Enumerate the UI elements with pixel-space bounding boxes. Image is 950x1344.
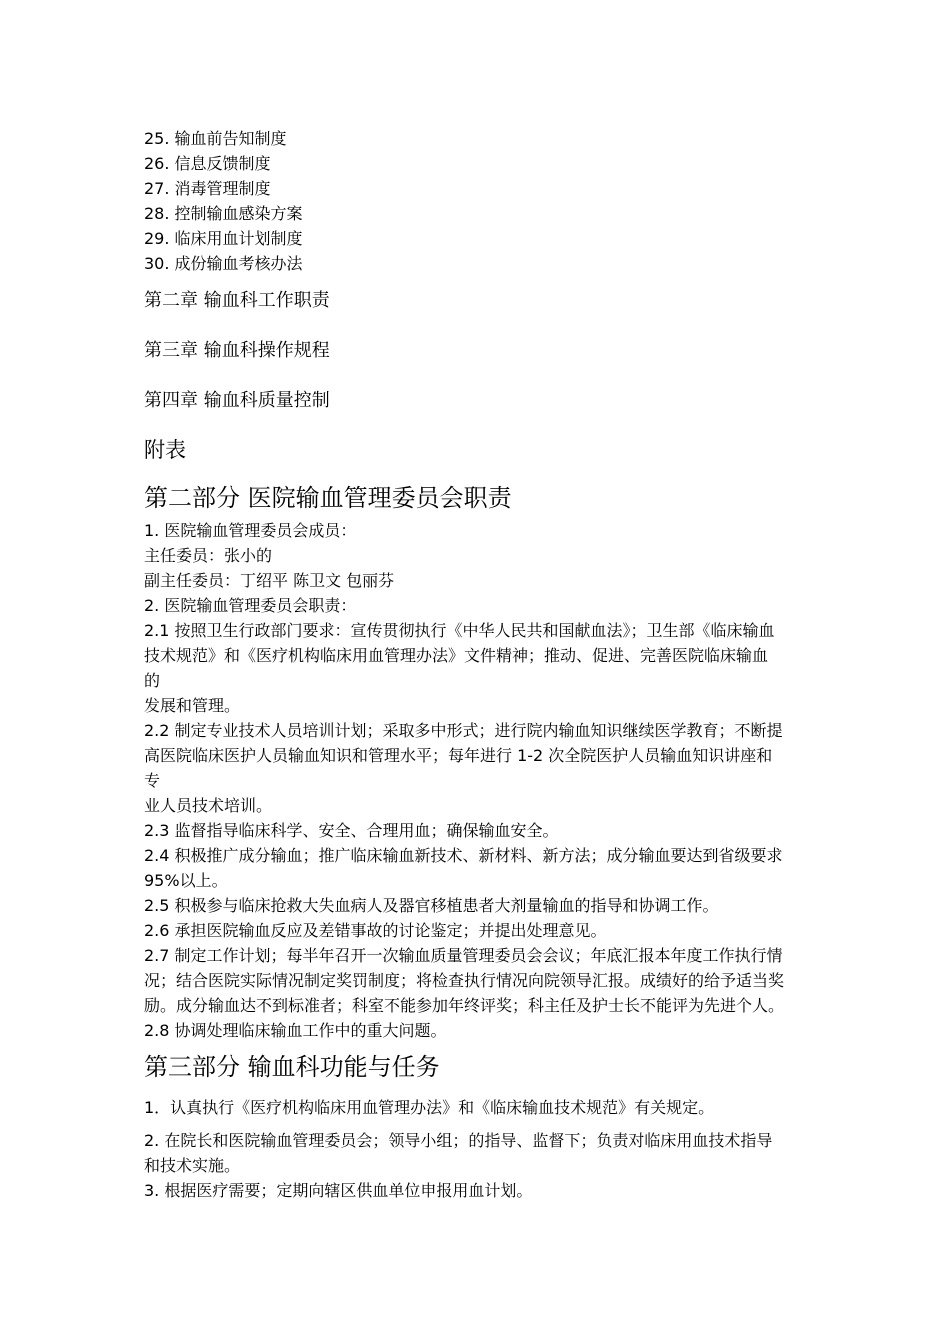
duty-2-6: 2.6 承担医院输血反应及差错事故的讨论鉴定；并提出处理意见。 [144,921,607,940]
regulation-list [144,126,814,276]
duty-2-1-line: 2.1 按照卫生行政部门要求：宣传贯彻执行《中华人民共和国献血法》；卫生部《临床输血 [144,621,775,640]
duties-heading: 2. 医院输血管理委员会职责： [144,596,357,615]
duty-2-7-line: 况；结合医院实际情况制定奖罚制度；将检查执行情况向院领导汇报。成绩好的给予适当奖 [144,971,785,990]
duty-2-4-line: 95%以上。 [144,871,228,890]
duty-2-2-line: 2.2 制定专业技术人员培训计划；采取多中形式；进行院内输血知识继续医学教育；不断提 [144,721,783,740]
list-item: 27. 消毒管理制度 [144,179,271,198]
part3-title: 第三部分 输血科功能与任务 [144,1053,440,1081]
duty-2-2-line: 业人员技术培训。 [144,796,273,815]
duty-2-3: 2.3 监督指导临床科学、安全、合理用血；确保输血安全。 [144,821,559,840]
duty-2-1-line: 发展和管理。 [144,696,241,715]
duty-2-8: 2.8 协调处理临床输血工作中的重大问题。 [144,1021,447,1040]
members-heading: 1. 医院输血管理委员会成员： [144,521,357,540]
duty-2-4-line: 2.4 积极推广成分输血；推广临床输血新技术、新材料、新方法；成分输血要达到省级要求 [144,846,783,865]
chapter-heading-2: 第二章 输血科工作职责 [144,290,330,311]
task-1: 1．认真执行《医疗机构临床用血管理办法》和《临床输血技术规范》有关规定。 [144,1098,715,1117]
task-2-line: 2. 在院长和医院输血管理委员会；领导小组；的指导、监督下；负责对临床用血技术指导 [144,1131,773,1150]
list-item: 29. 临床用血计划制度 [144,229,303,248]
list-item: 30. 成份输血考核办法 [144,254,303,273]
list-item: 26. 信息反馈制度 [144,154,271,173]
duty-2-1-line: 技术规范》和《医疗机构临床用血管理办法》文件精神；推动、促进、完善医院临床输血 [144,646,769,665]
part3-body [144,1095,814,1203]
duty-2-7-line: 励。成分输血达不到标准者；科室不能参加年终评奖；科主任及护士长不能评为先进个人。 [144,996,785,1015]
duty-2-7-line: 2.7 制定工作计划；每半年召开一次输血质量管理委员会会议；年底汇报本年度工作执行情 [144,946,783,965]
task-2-line: 和技术实施。 [144,1156,241,1175]
list-item: 28. 控制输血感染方案 [144,204,303,223]
duty-2-2-line: 高医院临床医护人员输血知识和管理水平；每年进行 1-2 次全院医护人员输血知识讲座和 [144,746,773,765]
vice-directors-line: 副主任委员：丁绍平 陈卫文 包丽芬 [144,571,395,590]
director-line: 主任委员：张小的 [144,546,273,565]
duty-2-1-line: 的 [144,671,161,690]
duty-2-5: 2.5 积极参与临床抢救大失血病人及器官移植患者大剂量输血的指导和协调工作。 [144,896,719,915]
duty-2-2-line: 专 [144,771,161,790]
part2-title: 第二部分 医院输血管理委员会职责 [144,484,512,512]
document-content [144,126,814,1203]
task-3: 3. 根据医疗需要；定期向辖区供血单位申报用血计划。 [144,1181,533,1200]
part2-body [144,518,814,1043]
appendix-heading: 附表 [144,438,186,462]
chapter-heading-3: 第三章 输血科操作规程 [144,340,330,361]
chapter-heading-4: 第四章 输血科质量控制 [144,390,330,411]
list-item: 25. 输血前告知制度 [144,129,287,148]
